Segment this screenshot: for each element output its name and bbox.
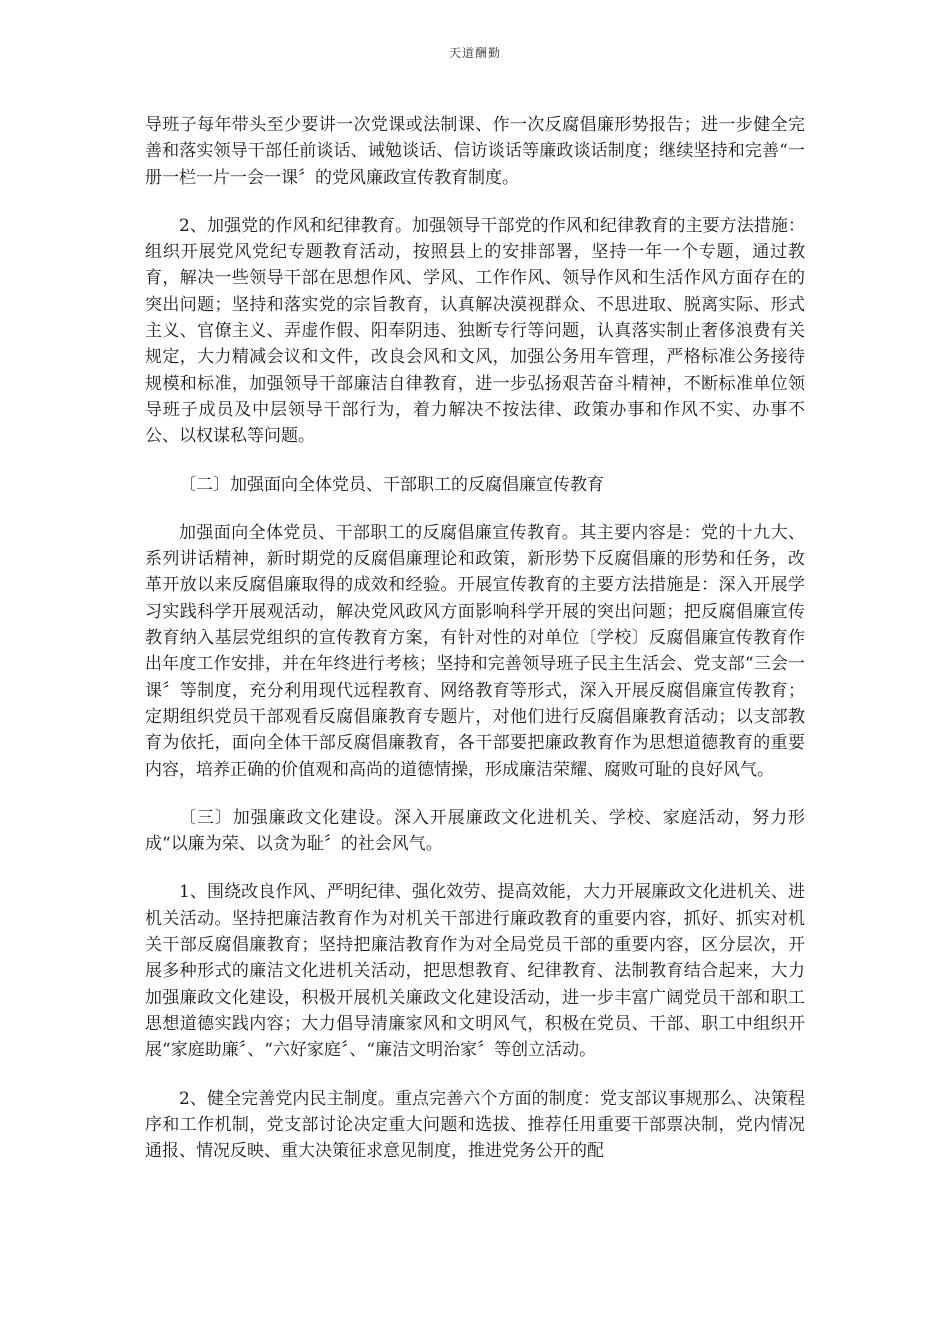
section-heading-2: 〔二〕加强面向全体党员、干部职工的反腐倡廉宣传教育: [179, 474, 604, 495]
document-body: [145, 112, 805, 1186]
paragraph-continuation: 导班子每年带头至少要讲一次党课或法制课、作一次反腐倡廉形势报告；进一步健全完善和落实领导干部任前谈话、诫勉谈话、信访谈话等廉政谈话制度；继续坚持和完善“一册一栏一片一会一课〞的党风廉政宣传教育制度。: [145, 115, 805, 188]
section-heading-3: 〔三〕加强廉政文化建设。深入开展廉政文化进机关、学校、家庭活动，努力形成“以廉为荣、以贪为耻〞的社会风气。: [145, 807, 805, 855]
paragraph-item-1-culture: 1、围绕改良作风、严明纪律、强化效劳、提高效能，大力开展廉政文化进机关、进机关活动。坚持把廉洁教育作为对机关干部进行廉政教育的重要内容，抓好、抓实对机关干部反腐倡廉教育；坚持把廉洁教育作为对全局党员干部的重要内容，区分层次，开展多种形式的廉洁文化进机关活动，把思想教育、纪律教育、法制教育结合起来，大力加强廉政文化建设，积极开展机关廉政文化建设活动，进一步丰富广阔党员干部和职工思想道德实践内容；大力倡导清廉家风和文明风气，积极在党员、干部、职工中组织开展“家庭助廉〞、“六好家庭〞、“廉洁文明治家〞等创立活动。: [145, 882, 805, 1061]
paragraph-item-2-party-style: 2、加强党的作风和纪律教育。加强领导干部党的作风和纪律教育的主要方法措施：组织开展党风党纪专题教育活动，按照县上的安排部署，坚持一年一个专题，通过教育，解决一些领导干部在思想作风、学风、工作作风、领导作风和生活作风方面存在的突出问题；坚持和落实党的宗旨教育，认真解决漠视群众、不思进取、脱离实际、形式主义、官僚主义、弄虚作假、阳奉阴违、独断专行等问题，认真落实制止奢侈浪费有关规定，大力精减会议和文件，改良会风和文风，加强公务用车管理，严格标准公务接待规模和标准，加强领导干部廉洁自律教育，进一步弘扬艰苦奋斗精神，不断标准单位领导班子成员及中层领导干部行为，着力解决不按法律、政策办事和作风不实、办事不公、以权谋私等问题。: [145, 215, 805, 447]
paragraph-item-2-democracy: 2、健全完善党内民主制度。重点完善六个方面的制度：党支部议事规那么、决策程序和工作机制，党支部讨论决定重大问题和选拔、推荐任用重要干部票决制，党内情况通报、情况反映、重大决策征求意见制度，推进党务公开的配: [145, 1088, 805, 1162]
paragraph-publicity-education: 加强面向全体党员、干部职工的反腐倡廉宣传教育。其主要内容是：党的十九大、系列讲话精神，新时期党的反腐倡廉理论和政策，新形势下反腐倡廉的形势和任务，改革开放以来反腐倡廉取得的成效和经验。开展宣传教育的主要方法措施是：深入开展学习实践科学开展观活动，解决党风政风方面影响科学开展的突出问题；把反腐倡廉宣传教育纳入基层党组织的宣传教育方案，有针对性的对单位〔学校〕反腐倡廉宣传教育作出年度工作安排，并在年终进行考核；坚持和完善领导班子民主生活会、党支部“三会一课〞等制度，充分利用现代远程教育、网络教育等形式，深入开展反腐倡廉宣传教育；定期组织党员干部观看反腐倡廉教育专题片，对他们进行反腐倡廉教育活动；以支部教育为依托，面向全体干部反腐倡廉教育，各干部要把廉政教育作为思想道德教育的重要内容，培养正确的价值观和高尚的道德情操，形成廉洁荣耀、腐败可耻的良好风气。: [145, 522, 805, 780]
page-header: 天道酬勤: [448, 46, 501, 60]
